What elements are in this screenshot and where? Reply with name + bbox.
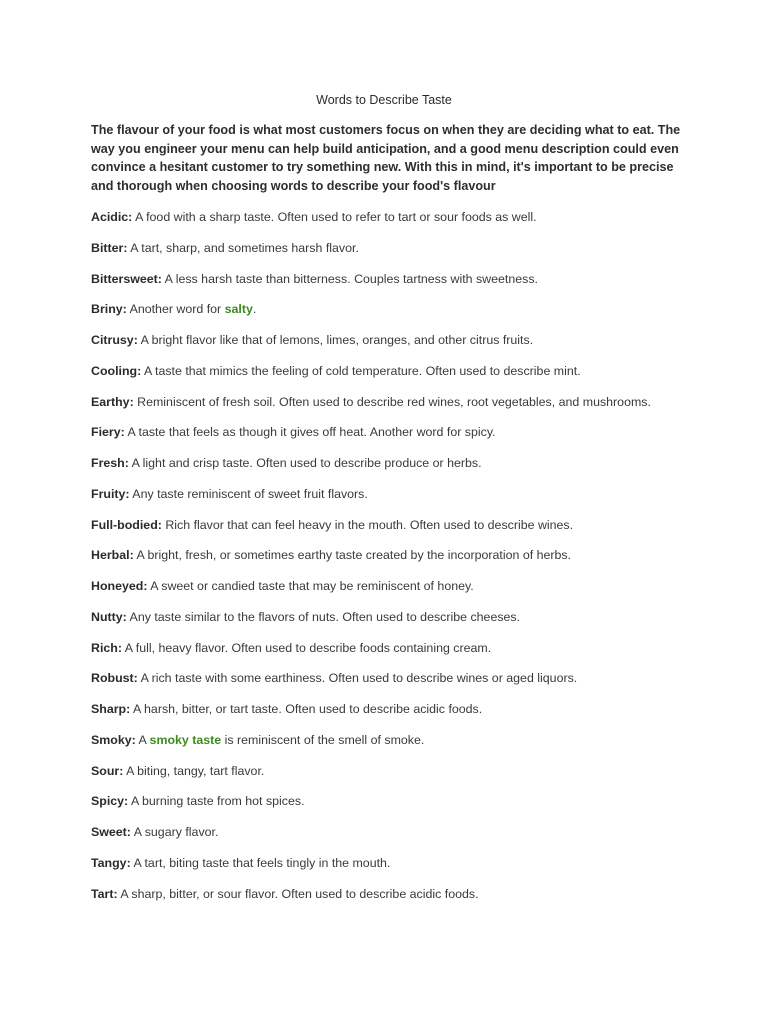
- term-entry: [91, 701, 711, 732]
- term-definition: A light and crisp taste. Often used to describe produce or herbs.: [128, 456, 482, 470]
- term-definition: A sweet or candied taste that may be reminiscent of honey.: [147, 579, 474, 593]
- term-entry: [91, 547, 711, 578]
- term-definition: A full, heavy flavor. Often used to describe foods containing cream.: [121, 640, 492, 655]
- term-name: Earthy:: [91, 394, 134, 409]
- term-name: Bittersweet:: [91, 271, 162, 286]
- term-entry: [91, 886, 711, 917]
- term-name: Cooling:: [91, 363, 142, 378]
- intro-paragraph: The flavour of your food is what most customers focus on when they are deciding what to eat. The way you engineer your menu can help build anticipation, and a good menu description could even convince a hesitant customer to try something new. With this in mind, it's important to be precise and thorough when choosing words to describe your food's flavour: [91, 123, 681, 193]
- term-name: Acidic:: [91, 210, 133, 224]
- term-definition: A: [135, 732, 150, 747]
- term-entry: [91, 578, 711, 609]
- term-link[interactable]: smoky taste: [149, 732, 222, 747]
- term-definition: A sugary flavor.: [130, 825, 219, 839]
- term-name: Fiery:: [91, 425, 125, 440]
- term-definition: A bright flavor like that of lemons, limes, oranges, and other citrus fruits.: [137, 333, 534, 347]
- term-definition: A taste that feels as though it gives off heat. Another word for spicy.: [124, 425, 496, 440]
- term-name: Fresh:: [91, 456, 129, 470]
- term-entry: [91, 455, 711, 486]
- term-definition: A sharp, bitter, or sour flavor. Often used to describe acidic foods.: [117, 886, 479, 901]
- term-definition-rest: .: [252, 302, 257, 317]
- term-entry: [91, 394, 711, 425]
- term-entry: [91, 517, 711, 548]
- term-definition: Rich flavor that can feel heavy in the mouth. Often used to describe wines.: [161, 517, 574, 532]
- term-entry: [91, 240, 711, 271]
- term-definition: Any taste similar to the flavors of nuts. Often used to describe cheeses.: [126, 609, 521, 624]
- term-name: Citrusy:: [91, 333, 138, 347]
- term-name: Full-bodied:: [91, 517, 162, 532]
- term-entry: [91, 793, 711, 824]
- term-entry: [91, 332, 711, 363]
- term-name: Sharp:: [91, 702, 131, 716]
- term-entry: [91, 670, 711, 701]
- term-entry: [91, 301, 711, 332]
- term-entry: [91, 271, 711, 302]
- term-name: Tangy:: [91, 855, 131, 870]
- term-definition: A burning taste from hot spices.: [128, 794, 305, 809]
- term-entry: [91, 424, 711, 455]
- term-definition: Reminiscent of fresh soil. Often used to describe red wines, root vegetables, and mushrooms.: [133, 394, 651, 409]
- term-definition-rest: is reminiscent of the smell of smoke.: [221, 732, 425, 747]
- term-entry: [91, 763, 711, 794]
- term-entry: [91, 732, 711, 763]
- term-definition: Any taste reminiscent of sweet fruit flavors.: [129, 486, 368, 501]
- term-entry: [91, 209, 711, 240]
- term-name: Bitter:: [91, 240, 128, 255]
- document-title: Words to Describe Taste: [316, 93, 452, 107]
- term-name: Fruity:: [91, 486, 130, 501]
- term-definition: A bright, fresh, or sometimes earthy taste created by the incorporation of herbs.: [133, 548, 572, 563]
- term-definition: A harsh, bitter, or tart taste. Often used to describe acidic foods.: [130, 702, 483, 716]
- term-definition: A tart, sharp, and sometimes harsh flavor.: [127, 240, 359, 255]
- term-name: Sour:: [91, 763, 124, 778]
- term-name: Honeyed:: [91, 579, 148, 593]
- taste-term-list: [91, 209, 711, 916]
- term-entry: [91, 855, 711, 886]
- term-name: Rich:: [91, 640, 122, 655]
- term-entry: [91, 824, 711, 855]
- term-name: Robust:: [91, 671, 138, 686]
- term-entry: [91, 640, 711, 671]
- term-name: Sweet:: [91, 825, 131, 839]
- term-name: Spicy:: [91, 794, 129, 809]
- term-link[interactable]: salty: [224, 302, 253, 317]
- term-definition: Another word for: [126, 302, 225, 317]
- term-definition: A taste that mimics the feeling of cold temperature. Often used to describe mint.: [141, 363, 581, 378]
- term-definition: A less harsh taste than bitterness. Couples tartness with sweetness.: [161, 271, 538, 286]
- term-definition: A food with a sharp taste. Often used to refer to tart or sour foods as well.: [132, 210, 537, 224]
- term-definition: A biting, tangy, tart flavor.: [123, 763, 265, 778]
- term-entry: [91, 486, 711, 517]
- term-definition: A rich taste with some earthiness. Often used to describe wines or aged liquors.: [137, 671, 578, 686]
- term-entry: [91, 609, 711, 640]
- term-definition: A tart, biting taste that feels tingly in the mouth.: [130, 855, 391, 870]
- term-name: Smoky:: [91, 732, 136, 747]
- term-name: Nutty:: [91, 609, 127, 624]
- term-name: Briny:: [91, 302, 127, 317]
- term-name: Herbal:: [91, 548, 134, 563]
- term-name: Tart:: [91, 886, 118, 901]
- term-entry: [91, 363, 711, 394]
